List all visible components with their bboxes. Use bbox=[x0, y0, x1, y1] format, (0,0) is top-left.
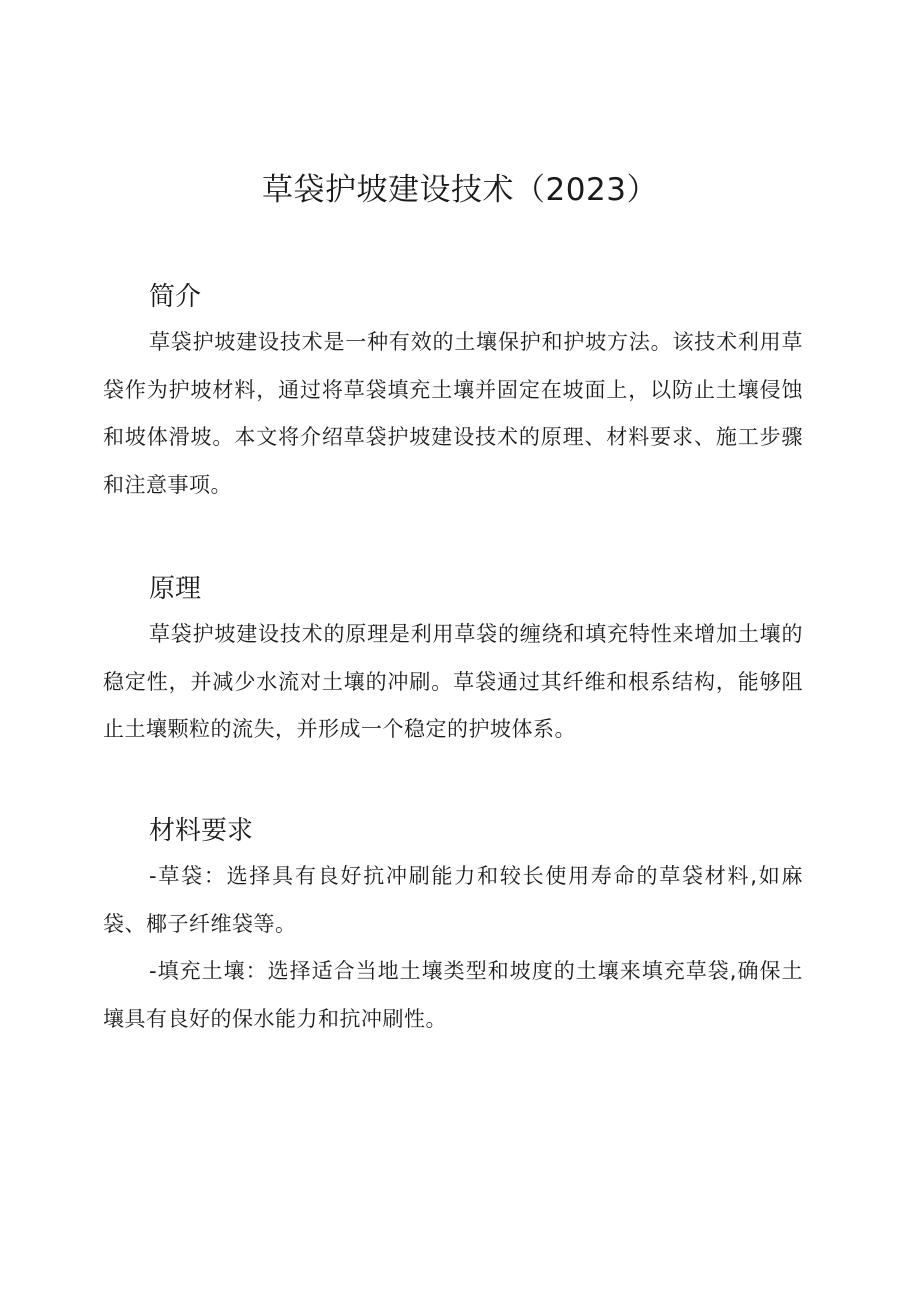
introduction-paragraph: 草袋护坡建设技术是一种有效的土壤保护和护坡方法。该技术利用草袋作为护坡材料，通过将草袋填充土壤并固定在坡面上，以防止土壤侵蚀和坡体滑坡。本文将介绍草袋护坡建设技术的原理、材料要求、施工步骤和注意事项。 bbox=[103, 330, 803, 497]
document-title: 草袋护坡建设技术（2023） bbox=[262, 172, 658, 208]
material-item-fill-soil: -填充土壤：选择适合当地土壤类型和坡度的土壤来填充草袋,确保土壤具有良好的保水能力和抗冲刷性。 bbox=[103, 959, 803, 1031]
section-material-requirements bbox=[103, 813, 803, 1043]
section-heading-introduction: 简介 bbox=[149, 282, 202, 312]
section-heading-principle: 原理 bbox=[149, 574, 202, 604]
section-heading-material-requirements: 材料要求 bbox=[149, 816, 254, 846]
section-introduction bbox=[103, 279, 803, 509]
material-item-grass-bag: -草袋：选择具有良好抗冲刷能力和较长使用寿命的草袋材料,如麻袋、椰子纤维袋等。 bbox=[103, 864, 803, 936]
principle-paragraph: 草袋护坡建设技术的原理是利用草袋的缠绕和填充特性来增加土壤的稳定性，并减少水流对土壤的冲刷。草袋通过其纤维和根系结构，能够阻止土壤颗粒的流失，并形成一个稳定的护坡体系。 bbox=[103, 622, 803, 741]
section-principle bbox=[103, 571, 803, 754]
